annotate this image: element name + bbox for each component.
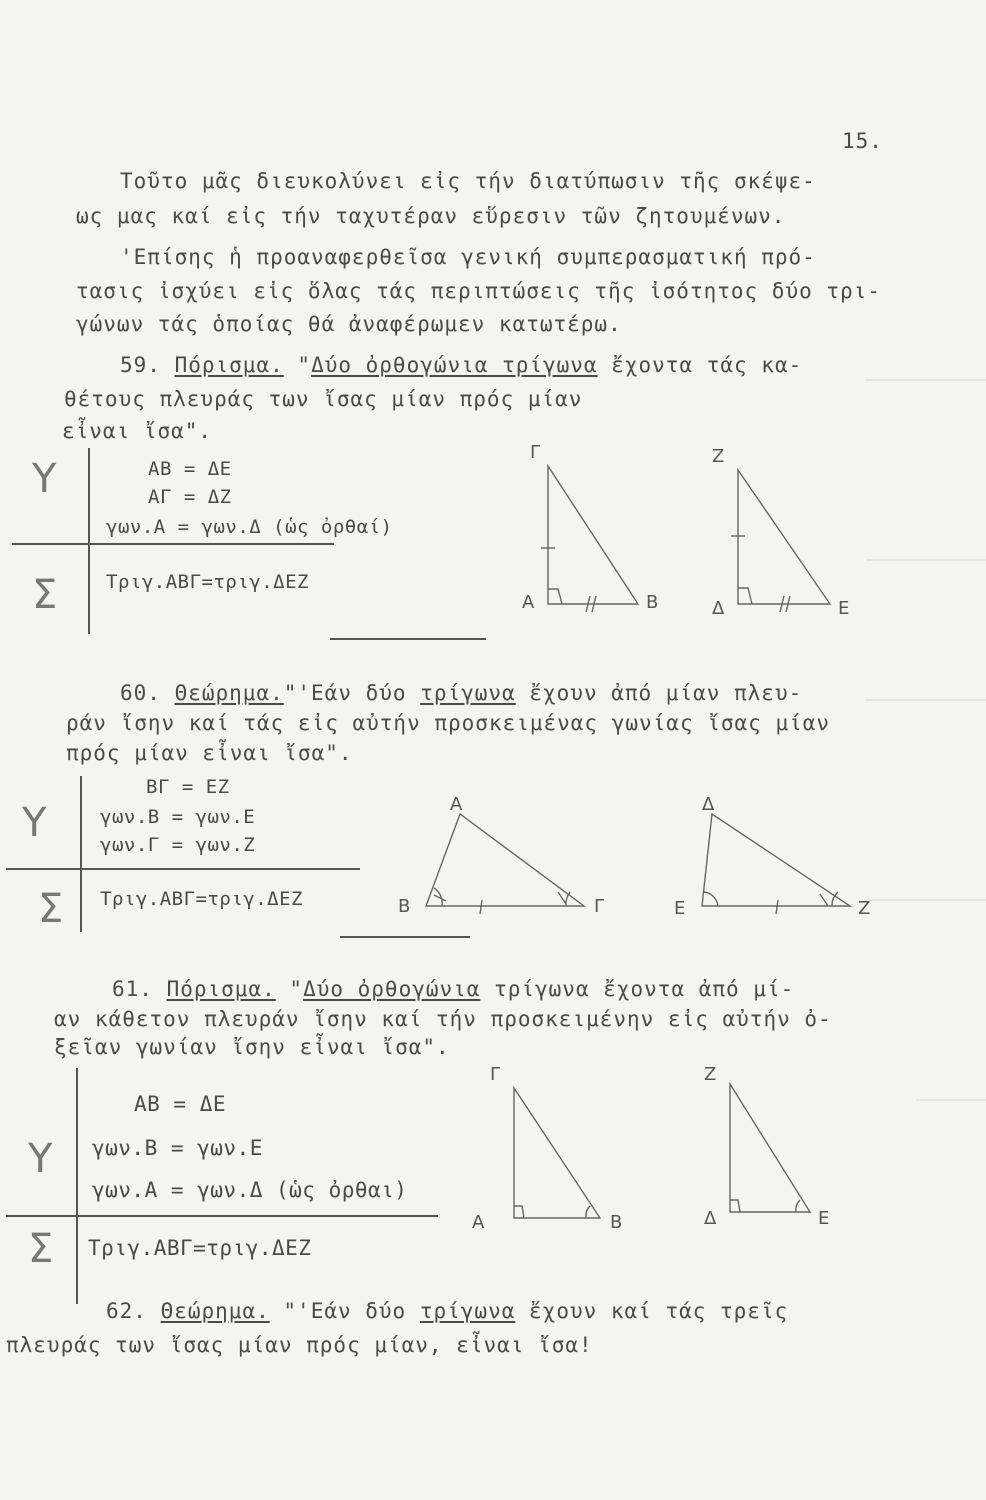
given-symbol: Υ xyxy=(22,800,47,846)
corollary-59-line-2: θέτους πλευράς των ἴσας μίαν πρός μίαν xyxy=(64,387,583,411)
table-vertical-rule xyxy=(88,448,90,634)
underlined-phrase: Δύο ὀρθογώνια τρίγωνα xyxy=(311,353,598,377)
given-1: ΑΒ = ΔΕ xyxy=(148,458,232,480)
table-vertical-rule xyxy=(80,776,82,932)
right-triangle-figure-2 xyxy=(708,448,858,628)
corollary-61-heading xyxy=(112,976,794,1002)
vertex-label: Γ xyxy=(530,442,541,463)
vertex-label: Β xyxy=(398,896,411,917)
quote-open: " xyxy=(289,977,304,1001)
given-2: γων.Β = γων.Ε xyxy=(92,1136,263,1160)
intro-line-5: γώνων τάς ὁποίας θά ἀναφέρωμεν κατωτέρω. xyxy=(76,312,622,336)
corollary-59-heading xyxy=(120,352,802,378)
section-kind: Πόρισμα. xyxy=(174,353,284,377)
quote-open: "'Εάν δύο xyxy=(283,1299,407,1323)
quote-open: "'Εάν δύο xyxy=(283,681,407,705)
section-kind: Θεώρημα. xyxy=(160,1299,270,1323)
vertex-label: Ε xyxy=(818,1208,830,1229)
given-2: ΑΓ = ΔΖ xyxy=(148,486,232,508)
vertex-label: Γ xyxy=(490,1064,501,1085)
given-3: γων.Α = γων.Δ (ὡς ὀρθαί) xyxy=(106,516,393,538)
intro-line-2: ως μας καί εἰς τήν ταχυτέραν εὕρεσιν τῶν ζητουμένων. xyxy=(76,204,786,228)
vertex-label: Ε xyxy=(838,598,850,619)
given-1: ΒΓ = ΕΖ xyxy=(146,776,230,798)
table-horizontal-rule xyxy=(12,543,334,545)
statement-rest: ἔχουν ἀπό μίαν πλευ- xyxy=(529,681,803,705)
table-horizontal-rule xyxy=(6,868,360,870)
section-number: 61. xyxy=(112,977,153,1001)
given-3: γων.Α = γων.Δ (ὡς ὀρθαι) xyxy=(92,1178,408,1202)
theorem-62-line-2: πλευράς των ἴσας μίαν πρός μίαν, εἶναι ἴσα! xyxy=(6,1333,593,1357)
theorem-60-line-2: ράν ἴσην καί τάς εἰς αὐτήν προσκειμένας γωνίας ἴσας μίαν xyxy=(66,711,831,735)
underlined-phrase: Δύο ὀρθογώνια xyxy=(303,977,481,1001)
page-number: 15. xyxy=(842,129,883,153)
conclusion-symbol: Σ xyxy=(28,1226,54,1272)
section-kind: Πόρισμα. xyxy=(166,977,276,1001)
vertex-label: Β xyxy=(610,1212,623,1233)
vertex-label: Ζ xyxy=(704,1064,717,1085)
triangle-figure-2 xyxy=(672,790,882,930)
corollary-61-line-3: ξεῖαν γωνίαν ἴσην εἶναι ἴσα". xyxy=(54,1035,450,1059)
vertex-label: Ε xyxy=(674,898,686,919)
theorem-60-line-3: πρός μίαν εἶναι ἴσα". xyxy=(66,741,353,765)
statement-rest: ἔχουν καί τάς τρεῖς xyxy=(529,1299,789,1323)
right-triangle-figure-1 xyxy=(518,444,658,624)
vertex-label: Δ xyxy=(704,1208,717,1229)
end-rule xyxy=(340,936,470,938)
vertex-label: Γ xyxy=(594,896,605,917)
underlined-phrase: τρίγωνα xyxy=(420,681,516,705)
vertex-label: Α xyxy=(472,1212,485,1233)
given-1: ΑΒ = ΔΕ xyxy=(134,1092,227,1116)
vertex-label: Δ xyxy=(702,794,715,815)
section-number: 60. xyxy=(120,681,161,705)
vertex-label: Ζ xyxy=(712,446,725,467)
vertex-label: Β xyxy=(646,592,659,613)
vertex-label: Δ xyxy=(712,598,725,619)
conclusion: Τριγ.ΑΒΓ=τριγ.ΔΕΖ xyxy=(100,888,303,910)
intro-line-1: Τοῦτο μᾶς διευκολύνει εἰς τήν διατύπωσιν τῆς σκέψε- xyxy=(120,169,816,193)
intro-line-3: 'Επίσης ἡ προαναφερθεῖσα γενική συμπερασματική πρό- xyxy=(120,245,816,269)
triangle-figure-1 xyxy=(396,788,616,928)
table-horizontal-rule xyxy=(6,1215,438,1217)
underlined-phrase: τρίγωνα xyxy=(419,1299,516,1323)
conclusion-symbol: Σ xyxy=(32,572,58,618)
right-triangle-figure-4 xyxy=(700,1060,840,1240)
corollary-61-line-2: αν κάθετον πλευράν ἴσην καί τήν προσκειμένην εἰς αὐτήν ὀ- xyxy=(54,1007,832,1031)
end-rule xyxy=(330,638,486,640)
section-number: 62. xyxy=(106,1299,147,1323)
given-symbol: Υ xyxy=(28,1136,53,1182)
section-kind: Θεώρημα. xyxy=(174,681,284,705)
right-triangle-figure-3 xyxy=(470,1060,640,1240)
intro-line-4: τασις ἰσχύει εἰς ὅλας τάς περιπτώσεις τῆς ἰσότητος δύο τρι- xyxy=(76,279,881,303)
vertex-label: Α xyxy=(450,794,463,815)
given-3: γων.Γ = γων.Ζ xyxy=(100,834,256,856)
given-2: γων.Β = γων.Ε xyxy=(100,806,256,828)
quote-open: " xyxy=(297,353,312,377)
table-vertical-rule xyxy=(76,1068,78,1304)
statement-rest: τρίγωνα ἔχοντα ἀπό μί- xyxy=(494,977,795,1001)
conclusion-symbol: Σ xyxy=(38,886,64,932)
section-number: 59. xyxy=(120,353,161,377)
conclusion: Τριγ.ΑΒΓ=τριγ.ΔΕΖ xyxy=(88,1236,312,1260)
given-symbol: Υ xyxy=(32,456,57,502)
vertex-label: Α xyxy=(522,592,535,613)
conclusion: Τριγ.ΑΒΓ=τριγ.ΔΕΖ xyxy=(106,571,309,593)
statement-rest: ἔχοντα τάς κα- xyxy=(611,353,803,377)
vertex-label: Ζ xyxy=(858,898,871,919)
theorem-60-heading xyxy=(120,680,802,706)
corollary-59-line-3: εἶναι ἴσα". xyxy=(62,419,213,443)
theorem-62-heading xyxy=(106,1298,788,1324)
bleed-through-decoration xyxy=(856,0,986,1500)
